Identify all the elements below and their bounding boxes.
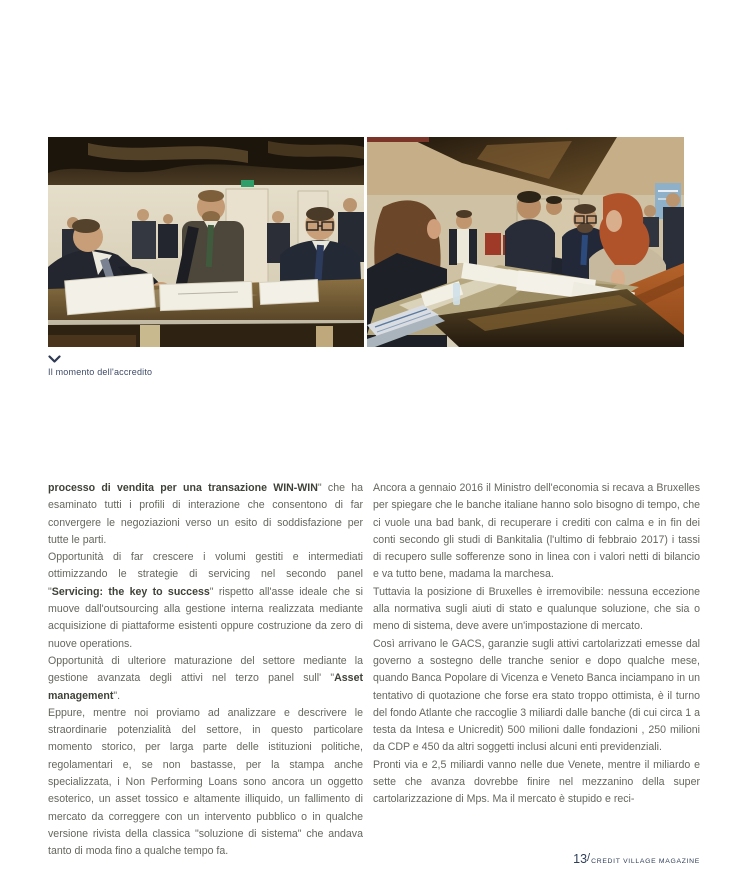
event-photo-right bbox=[367, 137, 684, 347]
event-photo-left bbox=[48, 137, 364, 347]
text-run: " rispetto all'asse ideale che si muove dall'outsourcing alla gestione interna realizzata mediante acquisizione di piattaforme esistenti oppure costruzione da zero di nuove operations. bbox=[48, 585, 363, 650]
caption-block bbox=[48, 355, 152, 377]
event-photo-right-illustration bbox=[367, 137, 684, 347]
page-number: 13 bbox=[573, 852, 588, 866]
photo-strip bbox=[48, 137, 684, 347]
paragraph bbox=[48, 705, 363, 861]
text-run: ". bbox=[113, 689, 121, 702]
article-column-left bbox=[48, 480, 363, 861]
page-footer bbox=[0, 852, 700, 866]
text-run: Così arrivano le GACS, garanzie sugli attivi cartolarizzati emesse dal governo a sostegno delle tranche senior e dopo qualche mese, quando Banca Popolare di Vicenza e Veneto Banca inciampano in un tentativo di quotazione che forse era stato troppo ottimista, è il turno del fondo Atlante che raccoglie 3 miliardi dalle banche (di cui circa 1 a testa da Intesa e Unicredit) 500 milioni dalle fondazioni , 250 milioni da CDP e 450 da altri soggetti inclusi alcuni enti previdenziali. bbox=[373, 637, 700, 754]
footer-separator: / bbox=[587, 852, 591, 864]
bold-run: Servicing: the key to success bbox=[51, 585, 210, 598]
photo-caption: Il momento dell'accredito bbox=[48, 367, 153, 377]
text-run: Pronti via e 2,5 miliardi vanno nelle due Venete, mentre il miliardo e sette che avanza dovrebbe finire nel mezzanino della super cartolarizzazione di Mps. Ma il mercato è stupido e reci- bbox=[373, 758, 700, 806]
paragraph bbox=[48, 549, 363, 653]
paragraph bbox=[373, 636, 700, 757]
event-photo-left-illustration bbox=[48, 137, 364, 347]
text-run: Tuttavia la posizione di Bruxelles è irremovibile: nessuna eccezione alla normativa sugli aiuti di stato e qualunque soluzione, che sia o meno di sistema, deve avere un'impostazione di mercato. bbox=[373, 585, 700, 633]
bold-run: processo di vendita per una transazione WIN-WIN bbox=[48, 482, 318, 494]
bold-run: Asset management bbox=[48, 672, 363, 702]
article-column-right bbox=[373, 480, 700, 861]
text-run: Opportunità di ulteriore maturazione del settore mediante la gestione avanzata degli attivi nel terzo panel sull' " bbox=[48, 654, 363, 685]
paragraph bbox=[48, 653, 363, 705]
paragraph bbox=[373, 584, 700, 636]
chevron-down-icon bbox=[48, 355, 61, 364]
article-columns bbox=[48, 480, 700, 861]
paragraph bbox=[48, 480, 363, 549]
text-run: Eppure, mentre noi proviamo ad analizzare e descrivere le straordinarie potenzialità del settore, in questo particolare momento storico, per larga parte delle istituzioni politiche, regolamentari e, se non bastasse, per la stampa anche specializzata, i Non Performing Loans sono ancora un oggetto esoterico, un asset tossico e altamente illiquido, un fallimento di mercato da correggere con un intervento pubblico o in qualche versione rivista della classica "soluzione di sistema" che andava tanto di moda fino a qualche tempo fa. bbox=[48, 706, 363, 858]
text-run: Opportunità di far crescere i volumi gestiti e intermediati ottimizzando le strategie di servicing nel secondo panel " bbox=[48, 551, 363, 598]
text-run: Ancora a gennaio 2016 il Ministro dell'economia si recava a Bruxelles per spiegare che le banche italiane hanno solo bisogno di tempo, che ci vuole una bad bank, di recuperare i crediti con calma e in fin dei conti secondo gli studi di Bankitalia (l'ultimo di febbraio 2017) i tassi di recupero sulle sofferenze sono in linea con i valori netti di bilancio e va tutto bene, madama la marchesa. bbox=[373, 482, 700, 581]
paragraph bbox=[373, 480, 700, 584]
magazine-name: CREDIT VILLAGE MAGAZINE bbox=[591, 858, 700, 865]
paragraph bbox=[373, 757, 700, 809]
text-run: " che ha esaminato tutti i profili di interazione che consentono di far convergere le negoziazioni verso un esito di soddisfazione per tutte le parti. bbox=[48, 482, 363, 546]
